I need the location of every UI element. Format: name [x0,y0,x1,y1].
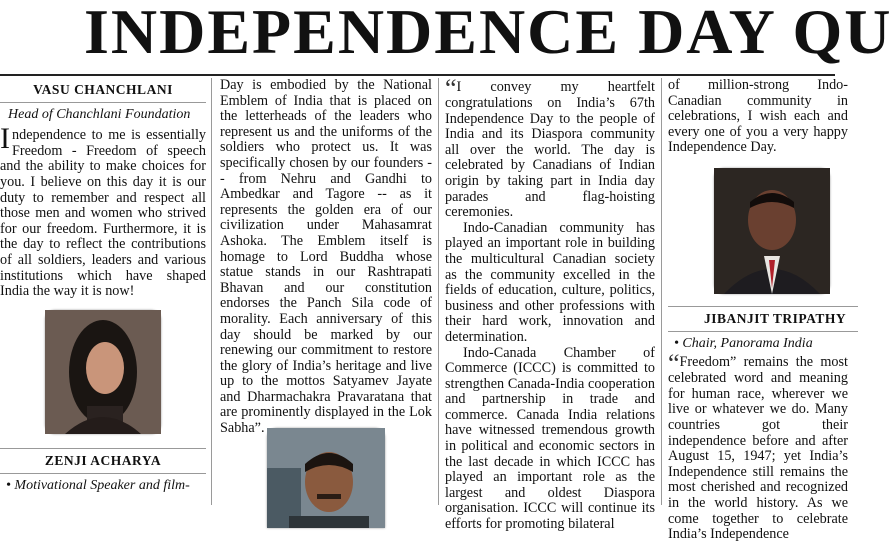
person-title: • Chair, Panorama India [674,335,813,351]
dropcap: I [0,122,10,156]
photo-vasu-chanchlani [45,310,161,434]
column-1 [0,78,206,493]
quote-body: Day is embodied by the National Emblem of India that is placed on the letterheads of the leaders who represent us and the uniforms of the soldiers who protect us. It was specifically chosen by our founders -- from Nehru and Gandhi to Ambedkar and Tagore -- as it represents the golden era of our civilization under Mahasamrat Ashoka. The Emblem itself is homage to Lord Buddha whose statue stands in our Rashtrapati Bhavan and our constitution endorses the Panch Sila code of morality. Each anniversary of this day should be marked by our renewing our commitment to restore the glory of India’s heritage and live up to the mottos Satyamev Jayate and Dharmachakra Pravaratana that are prominently displayed in the Lok Sabha”. [220,77,432,437]
column-4 [668,78,858,543]
quote-mark-icon: “ [445,74,457,103]
quote-continued: of million-strong Indo-Canadian community in celebrations, I wish each and every one of you a very happy Independence Day. [668,77,848,156]
portrait-man-suit-icon [714,168,830,294]
quote-mark-icon: “ [668,349,680,379]
column-divider [211,78,212,505]
column-divider [438,78,439,505]
quote-paragraph-3: Indo-Canada Chamber of Commerce (ICCC) is committed to strengthen Canada-India cooperation and partnership in trade and commerce. Canada India relations have witnessed tremendous growth in political and economic sectors in the last decade in which ICCC has played an important role as the largest and oldest Diaspora organisation. ICCC will continue its efforts for promoting bilateral [445,344,655,533]
person-name: JIBANJIT TRIPATHY [704,310,847,326]
quote-text [0,122,206,300]
headline-rule [0,74,835,76]
column-3 [445,74,655,533]
person-name: VASU CHANCHLANI [33,82,173,97]
quote-body: ndependence to me is essentially Freedom - Freedom of speech and the ability to make choices for you. I believe on this day it is our duty to remember and respect all those men and women who strived for our freedom. Furthermore, it is the day to reflect the contributions of all soldiers, leaders and various institutions which have shaped India the way it is now! [0,127,206,300]
photo-man [267,428,385,528]
person-title: Head of Chanchlani Foundation [8,106,191,122]
portrait-man-mustache-icon [267,428,385,528]
quote-body: “Freedom” remains the most celebrated word and meaning for human race, wherever we live or whatever we do. Many countries got their independence before and after August 15, 1947; yet India’s Independence still remains the most cherished and recognized in the world history. As we come together to celebrate India’s Independence [668,349,848,543]
person-name-2: ZENJI ACHARYA [44,453,162,469]
portrait-long-hair-icon [45,310,161,434]
person-title-2: • Motivational Speaker and film- [6,477,190,493]
column-divider [661,78,662,505]
quote-paragraph-1: “I convey my heartfelt congratulations on India’s 67th Independence Day to the people of India and its Diaspora community all over the world. The day is celebrated by Canadians of Indian origin by taking part in India day parades and flag-hoisting ceremonies. [445,74,655,221]
photo-man-suit [714,168,830,294]
headline: INDEPENDENCE DAY QU [84,0,892,67]
column-2 [220,78,432,528]
quote-paragraph-2: Indo-Canadian community has played an important role in building the multicultural Canadian society as the community excelled in the fields of education, culture, politics, business and other professions with their hard work, innovation and determination. [445,219,655,345]
